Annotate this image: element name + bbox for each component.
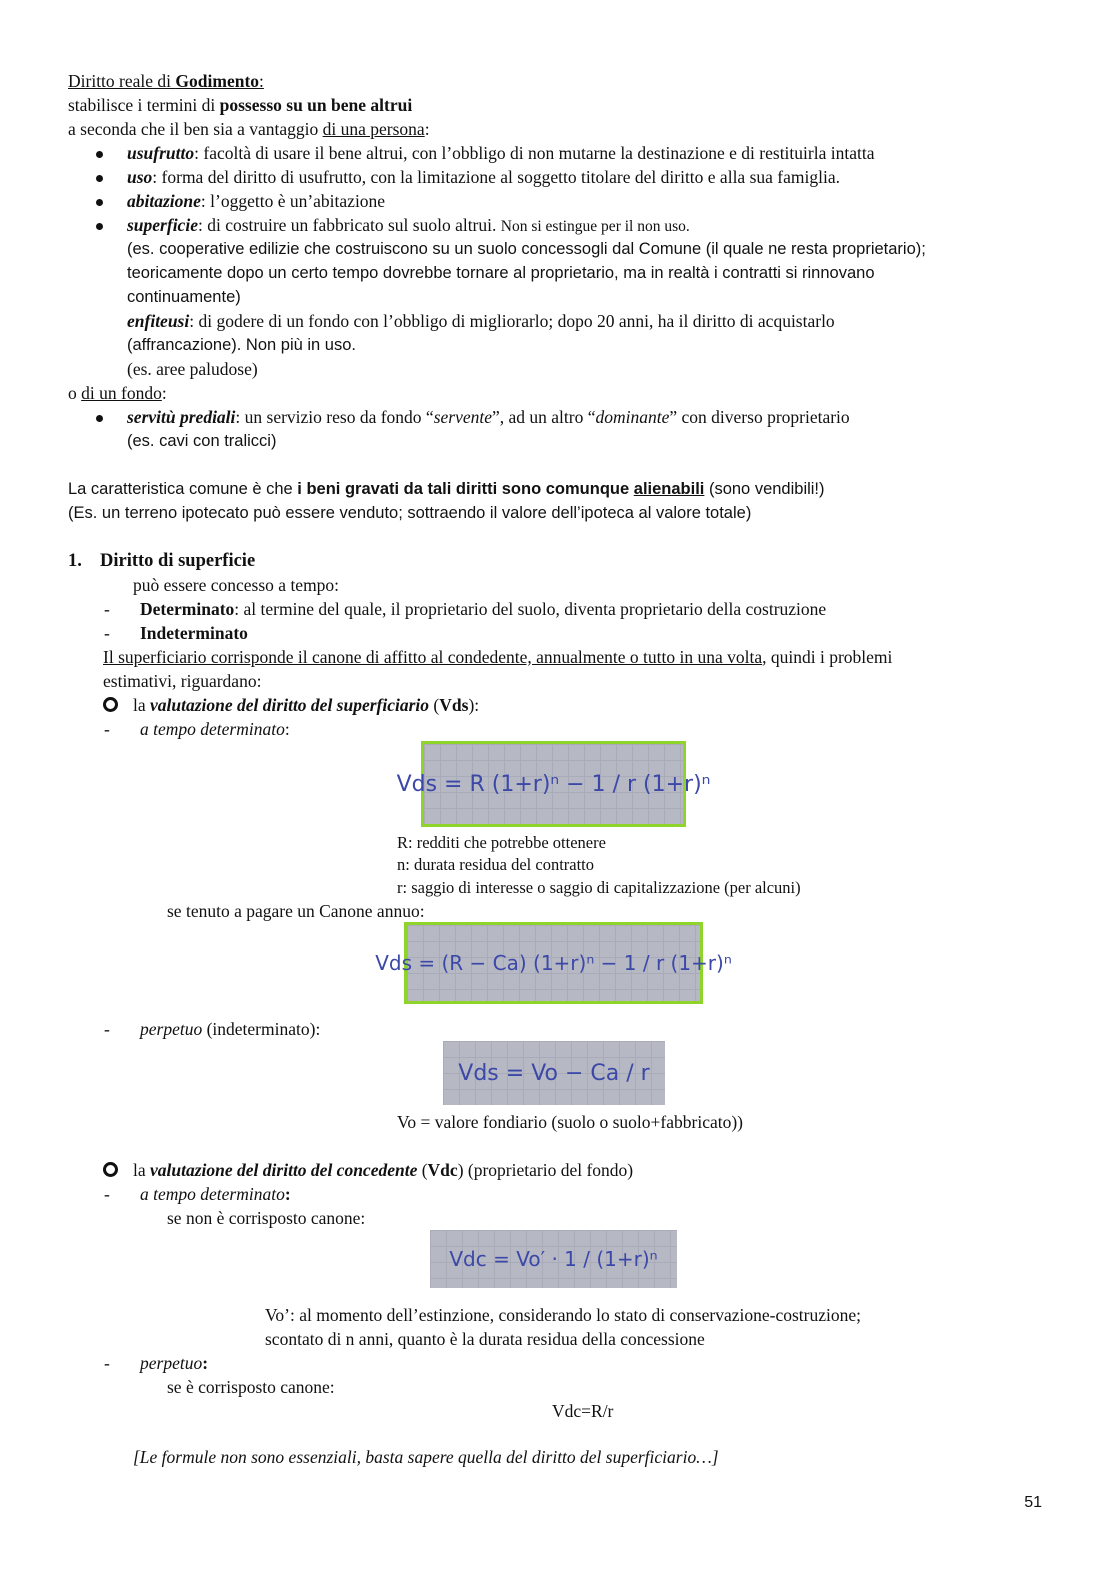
determinato-text: : al termine del quale, il proprietario del suolo, diventa proprietario della costruzione <box>234 599 827 619</box>
servitu-note: (es. cavi con tralicci) <box>127 432 277 450</box>
determinato-line <box>140 598 826 621</box>
formula-vdc-perpetuo: Vdc=R/r <box>552 1401 614 1421</box>
final-note: [Le formule non sono essenziali, basta sapere quella del diritto del superficiario…] <box>133 1447 719 1467</box>
dash-icon: - <box>104 623 110 643</box>
section-title: Diritto di superficie <box>100 551 256 571</box>
formula-vds-determinato <box>396 741 711 827</box>
vo-prime-line-1: Vo’: al momento dell’estinzione, considerando lo stato di conservazione-costruzione; <box>265 1305 861 1325</box>
list-item-term: superficie <box>127 215 198 235</box>
formula-vdc-determinato <box>430 1230 677 1288</box>
fondo-heading <box>68 382 167 405</box>
bullet-icon <box>96 199 103 206</box>
list-item-small-note: Non si estingue per il non uso. <box>500 218 690 235</box>
list-item-abitazione <box>127 190 385 213</box>
vds-bold: Vds <box>439 695 469 715</box>
formula-handwritten: Vds = Vo − Ca / r <box>458 1060 650 1086</box>
heading-prefix: Diritto reale di <box>68 71 176 91</box>
vds-text: ( <box>429 695 440 715</box>
vds-tempo-det <box>140 718 290 741</box>
vdc-corrisposto: se è corrisposto canone: <box>167 1377 335 1397</box>
page-number: 51 <box>1024 1494 1042 1511</box>
superficie-note-3: continuamente) <box>127 288 241 306</box>
list-item-text: : facoltà di usare il bene altrui, con l’obbligo di non mutarne la destinazione e di restituirla intatta <box>194 143 875 163</box>
canone-line-2: estimativi, riguardano: <box>103 671 262 691</box>
intro-text: stabilisce i termini di <box>68 95 220 115</box>
perpetuo-italic: perpetuo <box>140 1353 203 1373</box>
list-item-term: abitazione <box>127 191 201 211</box>
vdc-text: ) (proprietario del fondo) <box>457 1160 634 1180</box>
legend-r: R: redditi che potrebbe ottenere <box>397 833 606 852</box>
dash-icon: - <box>104 1353 110 1373</box>
formula-handwritten: Vdc = Vo′ · 1 / (1+r)ⁿ <box>449 1247 658 1271</box>
perpetuo-colon: : <box>202 1353 209 1373</box>
caratteristica-bold-underlined: alienabili <box>633 480 705 498</box>
heading-bold: Godimento <box>175 71 260 91</box>
formula-handwritten: Vds = (R − Ca) (1+r)ⁿ − 1 / r (1+r)ⁿ <box>375 951 732 975</box>
caratteristica-bold: i beni gravati da tali diritti sono comunque <box>297 480 634 498</box>
determinato-term: Determinato <box>140 599 235 619</box>
list-item-servitu <box>127 406 850 429</box>
vds-bold-italic: valutazione del diritto del superficiario <box>150 695 430 715</box>
intro-text: a seconda che il ben sia a vantaggio <box>68 119 323 139</box>
section-concesso: può essere concesso a tempo: <box>133 575 340 595</box>
tempo-det-colon: : <box>284 719 290 739</box>
servitu-text: : un servizio reso da fondo “ <box>235 407 434 427</box>
intro-line-1 <box>68 94 412 117</box>
superficie-note-1: (es. cooperative edilizie che costruiscono su un suolo concessogli dal Comune (il quale ne resta proprietario); <box>127 240 926 258</box>
circle-bullet-icon <box>103 697 118 712</box>
formula-vds-canone <box>375 922 732 1004</box>
section-number: 1. <box>68 551 82 571</box>
canone-annuo: se tenuto a pagare un Canone annuo: <box>167 901 425 921</box>
list-item-text: : l’oggetto è un’abitazione <box>200 191 386 211</box>
dash-icon: - <box>104 719 110 739</box>
enfiteusi-line-2: (affrancazione). Non più in uso. <box>127 336 356 354</box>
list-item-usufrutto <box>127 142 874 165</box>
canone-underlined: Il superficiario corrisponde il canone di affitto al condedente, annualmente o tutto in una volta <box>103 647 763 667</box>
list-item-term: servitù prediali <box>127 407 236 427</box>
vdc-tempo-det <box>140 1183 291 1206</box>
vdc-bold-italic: valutazione del diritto del concedente <box>150 1160 418 1180</box>
servitu-text: ”, ad un altro “ <box>492 407 596 427</box>
formula-handwritten: Vds = R (1+r)ⁿ − 1 / r (1+r)ⁿ <box>396 771 711 797</box>
legend-r-saggio: r: saggio di interesse o saggio di capitalizzazione (per alcuni) <box>397 878 801 897</box>
dash-icon: - <box>104 599 110 619</box>
enfiteusi-term: enfiteusi <box>127 311 190 331</box>
bullet-icon <box>96 223 103 230</box>
enfiteusi-line-1 <box>127 310 835 333</box>
vds-heading <box>133 694 479 717</box>
circle-bullet-icon <box>103 1162 118 1177</box>
vdc-non-corrisposto: se non è corrisposto canone: <box>167 1208 366 1228</box>
vds-text: la <box>133 695 151 715</box>
fondo-underlined: di un fondo <box>81 383 162 403</box>
vdc-text: ( <box>417 1160 428 1180</box>
servitu-italic: servente <box>433 407 492 427</box>
enfiteusi-text: : di godere di un fondo con l’obbligo di migliorarlo; dopo 20 anni, ha il diritto di acquistarlo <box>189 311 835 331</box>
heading-colon: : <box>259 71 264 91</box>
tempo-det-italic: a tempo determinato <box>140 719 285 739</box>
list-item-term: usufrutto <box>127 143 195 163</box>
dash-icon: - <box>104 1019 110 1039</box>
bullet-icon <box>96 175 103 182</box>
page-heading <box>68 70 264 93</box>
dash-icon: - <box>104 1184 110 1204</box>
superficie-note-2: teoricamente dopo un certo tempo dovrebbe tornare al proprietario, ma in realtà i contratti si rinnovano <box>127 264 875 282</box>
fondo-colon: : <box>161 383 167 403</box>
vdc-perpetuo <box>140 1352 208 1375</box>
servitu-text: ” con diverso proprietario <box>669 407 850 427</box>
vds-perpetuo <box>140 1018 320 1041</box>
list-item-term: uso <box>127 167 153 187</box>
intro-bold: possesso su un bene altrui <box>219 95 413 115</box>
indeterminato-term: Indeterminato <box>140 623 248 643</box>
vdc-heading <box>133 1159 633 1182</box>
intro-colon: : <box>424 119 430 139</box>
bullet-icon <box>96 151 103 158</box>
caratteristica-line-2: (Es. un terreno ipotecato può essere venduto; sottraendo il valore dell’ipoteca al valore totale) <box>68 504 752 522</box>
list-item-superficie <box>127 214 690 238</box>
intro-line-2 <box>68 118 430 141</box>
fondo-prefix: o <box>68 383 82 403</box>
formula-vds-perpetuo <box>443 1041 665 1105</box>
vdc-text: la <box>133 1160 151 1180</box>
list-item-uso <box>127 166 840 189</box>
vo-definition: Vo = valore fondiario (suolo o suolo+fabbricato)) <box>397 1112 744 1132</box>
legend-n: n: durata residua del contratto <box>397 855 595 874</box>
tempo-det-colon: : <box>284 1184 291 1204</box>
servitu-italic: dominante <box>595 407 670 427</box>
canone-line-1 <box>103 646 892 669</box>
vdc-bold: Vdc <box>427 1160 458 1180</box>
canone-text: , quindi i problemi <box>762 647 893 667</box>
intro-underlined: di una persona <box>322 119 425 139</box>
caratteristica-text: La caratteristica comune è che <box>68 480 298 498</box>
tempo-det-italic: a tempo determinato <box>140 1184 285 1204</box>
perpetuo-italic: perpetuo <box>140 1019 203 1039</box>
enfiteusi-line-3: (es. aree paludose) <box>127 359 258 379</box>
vds-text: ): <box>468 695 480 715</box>
perpetuo-text: (indeterminato): <box>202 1019 321 1039</box>
caratteristica-text: (sono vendibili!) <box>704 480 825 498</box>
bullet-icon <box>96 415 103 422</box>
list-item-text: : di costruire un fabbricato sul suolo altrui. <box>197 215 501 235</box>
vo-prime-line-2: scontato di n anni, quanto è la durata residua della concessione <box>265 1329 705 1349</box>
caratteristica-line-1 <box>68 478 825 501</box>
list-item-text: : forma del diritto di usufrutto, con la limitazione al soggetto titolare del diritto e alla sua famiglia. <box>152 167 840 187</box>
